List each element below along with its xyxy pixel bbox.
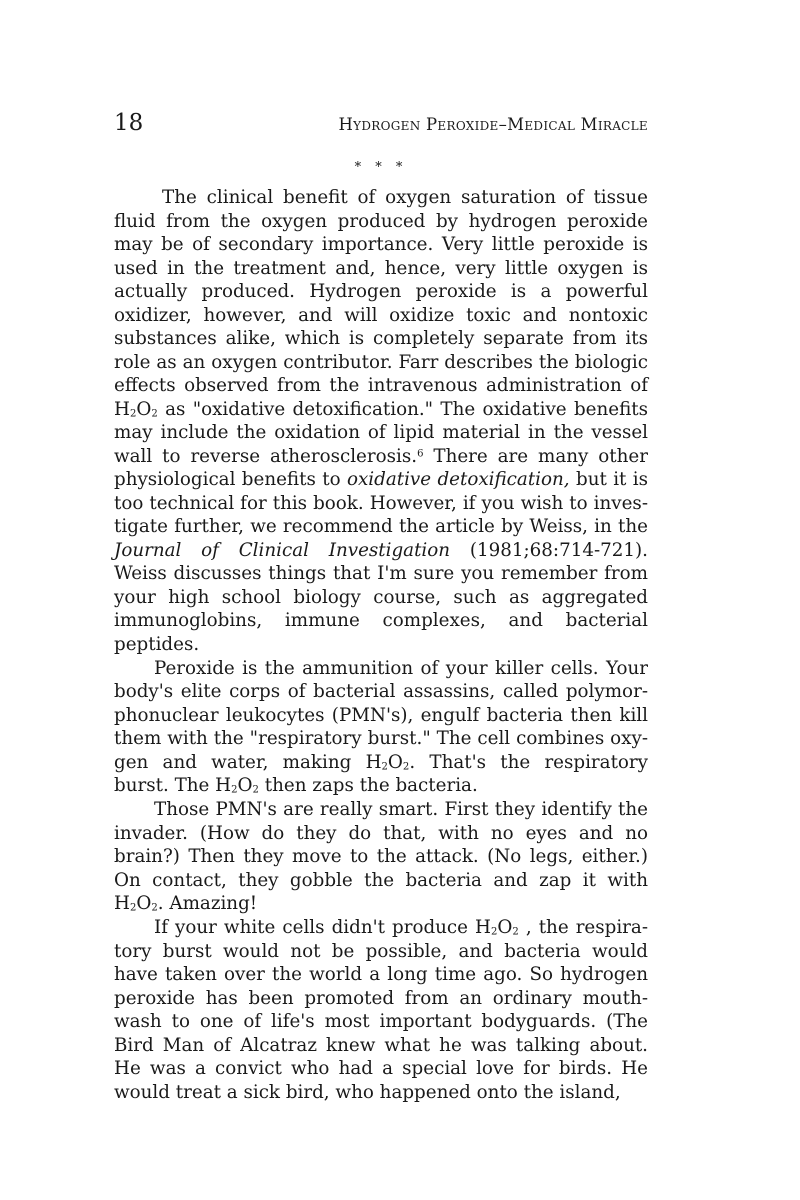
- paragraph-1: The clinical benefit of oxygen saturation of tissue fluid from the oxygen produced by hydrogen peroxide may be of secondary importance. Very little peroxide is used in the treatment and, hence, very little oxygen is actually produced. Hydrogen peroxide is a powerful oxidizer, however, and will oxidize toxic and nontoxic substances alike, which is completely separate from its role as an oxygen contributor. Farr describes the biologic effects observed from the intravenous administration of $H_2O_2$ as "oxidative detoxification." The oxidative benefits may include the oxidation of lipid material in the vessel wall to reverse atherosclerosis.$^6$ There are many other physiological benefits to oxidative detoxification, but it is too technical for this book. However, if you wish to investigate further, we recommend the article by Weiss, in the Journal of Clinical Investigation (1981;68:714-721). Weiss discusses things that I'm sure you remember from your high school biology course, such as aggregated immunoglobins, immune complexes, and bacterial peptides.: [114, 187, 649, 655]
- page-number: 18: [114, 110, 144, 136]
- page-header: [114, 110, 648, 136]
- paragraph-2: Peroxide is the ammunition of your killer cells. Your body's elite corps of bacterial assassins, called polymorphonuclear leukocytes (PMN's), engulf bacteria then kill them with the "respiratory burst." The cell combines oxygen and water, making $H_2O_2$. That's the respiratory burst. The $H_2O_2$ then zaps the bacteria.: [114, 657, 648, 796]
- chemical-formula: $H_2O_2$: [114, 398, 158, 420]
- chemical-formula: $H_2O_2$: [475, 917, 519, 938]
- paragraph-3: Those PMN's are really smart. First they identify the invader. (How do they do that, with no eyes and no brain?) Then they move to the attack. (No legs, either.) On contact, they gobble the bacteria and zap it with $H_2O_2$. Amazing!: [114, 799, 648, 914]
- chemical-formula: $H_2O_2$: [215, 775, 259, 796]
- chemical-formula: $H_2O_2$: [365, 751, 410, 773]
- body-text: [114, 186, 648, 1105]
- running-title: Hydrogen Peroxide–Medical Miracle: [338, 115, 648, 134]
- section-break: * * *: [354, 160, 408, 175]
- paragraph-4: If your white cells didn't produce $H_2O_2$ , the respiratory burst would not be possible, and bacteria would have taken over the world a long time ago. So hydrogen peroxide has been promoted from an ordinary mouthwash to one of life's most important bodyguards. (The Bird Man of Alcatraz knew what he was talking about. He was a convict who had a special love for birds. He would treat a sick bird, who happened onto the island,: [114, 917, 649, 1103]
- footnote-reference: 6: [417, 447, 424, 459]
- journal-title: Journal of Clinical Investigation: [114, 539, 451, 561]
- chemical-formula: $H_2O_2$: [114, 893, 158, 914]
